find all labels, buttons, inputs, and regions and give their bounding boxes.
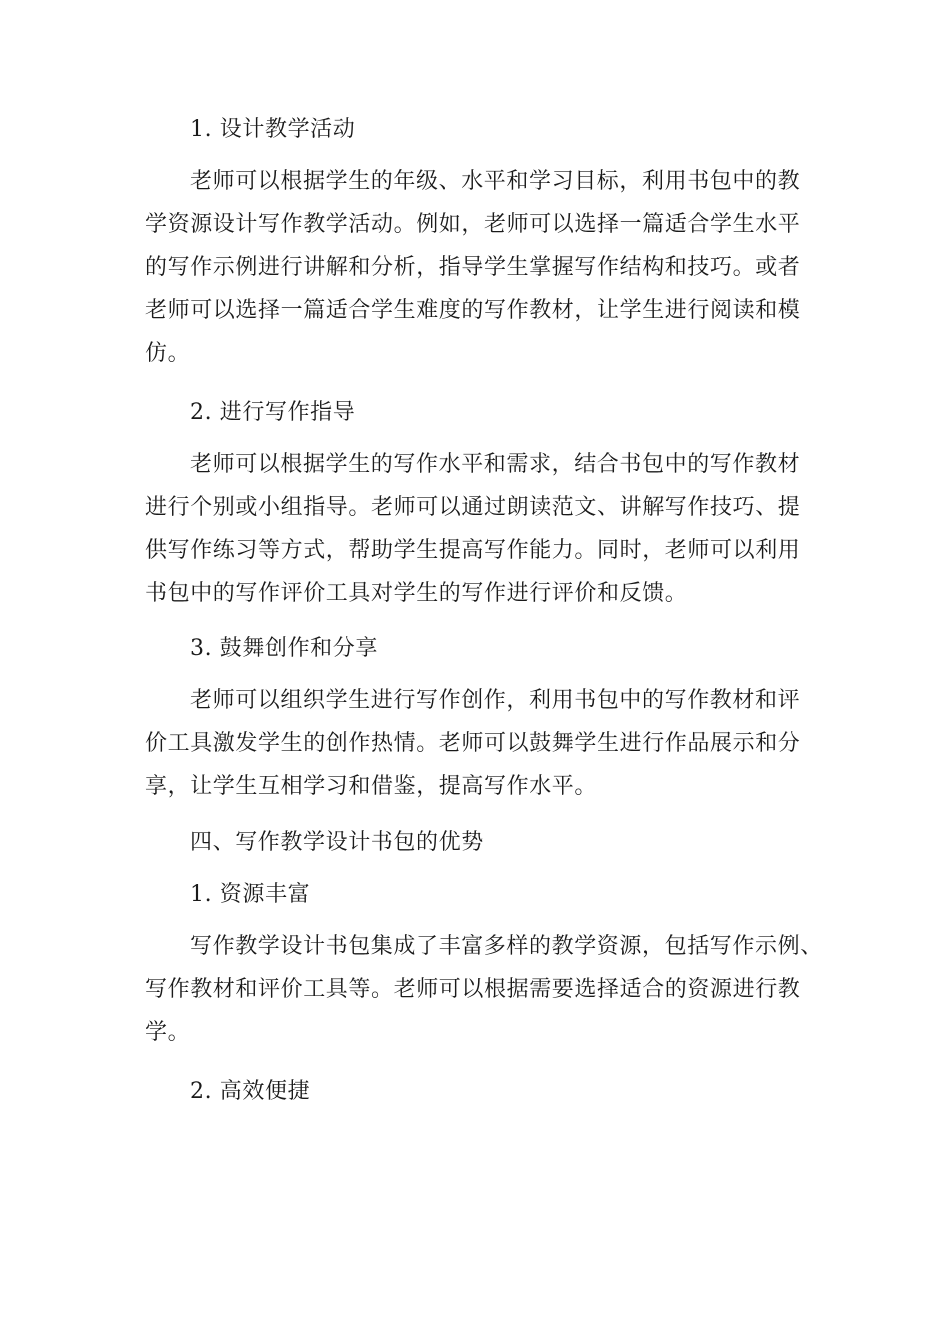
heading-writing-guidance: 2. 进行写作指导 xyxy=(190,400,356,425)
paragraph-line: 书包中的写作评价工具对学生的写作进行评价和反馈。 xyxy=(145,581,688,606)
paragraph-line: 享，让学生互相学习和借鉴，提高写作水平。 xyxy=(145,774,598,799)
paragraph-line: 写作教材和评价工具等。老师可以根据需要选择适合的资源进行教 xyxy=(145,977,801,1002)
heading-efficient-convenient: 2. 高效便捷 xyxy=(190,1079,311,1104)
heading-creation-sharing: 3. 鼓舞创作和分享 xyxy=(190,636,378,661)
paragraph-line: 学。 xyxy=(145,1020,191,1045)
paragraph-line: 进行个别或小组指导。老师可以通过朗读范文、讲解写作技巧、提 xyxy=(145,495,801,520)
paragraph-line: 老师可以根据学生的写作水平和需求，结合书包中的写作教材 xyxy=(190,452,801,477)
paragraph-line: 老师可以根据学生的年级、水平和学习目标，利用书包中的教 xyxy=(190,169,801,194)
heading-rich-resources: 1. 资源丰富 xyxy=(190,882,311,907)
paragraph-line: 老师可以选择一篇适合学生难度的写作教材，让学生进行阅读和模 xyxy=(145,298,801,323)
paragraph-line: 的写作示例进行讲解和分析，指导学生掌握写作结构和技巧。或者 xyxy=(145,255,801,280)
paragraph-line: 价工具激发学生的创作热情。老师可以鼓舞学生进行作品展示和分 xyxy=(145,731,801,756)
paragraph-line: 仿。 xyxy=(145,341,191,366)
paragraph-line: 供写作练习等方式，帮助学生提高写作能力。同时，老师可以利用 xyxy=(145,538,801,563)
heading-design-activities: 1. 设计教学活动 xyxy=(190,117,356,142)
paragraph-line: 写作教学设计书包集成了丰富多样的教学资源，包括写作示例、 xyxy=(190,934,823,959)
section-heading-advantages: 四、写作教学设计书包的优势 xyxy=(190,830,484,855)
paragraph-line: 老师可以组织学生进行写作创作，利用书包中的写作教材和评 xyxy=(190,688,801,713)
paragraph-line: 学资源设计写作教学活动。例如，老师可以选择一篇适合学生水平 xyxy=(145,212,801,237)
